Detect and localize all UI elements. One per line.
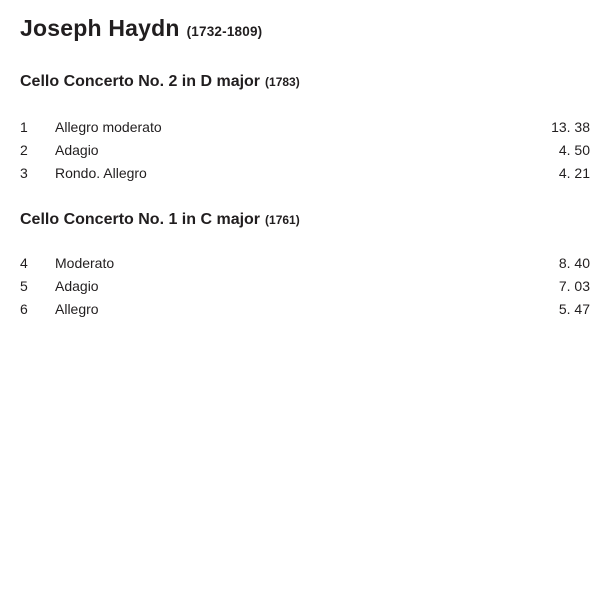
work-year: (1783) [265,75,300,89]
track-number: 6 [20,301,28,317]
track-row [20,139,590,162]
track-title: Moderato [55,255,115,271]
work-title: Cello Concerto No. 1 in C major [20,211,261,228]
track-duration: 7. 03 [558,278,590,294]
track-row [20,252,590,275]
composer-dates: (1732-1809) [186,24,263,39]
track-row [20,275,590,298]
track-row [20,162,590,185]
track-duration: 5. 47 [558,301,590,317]
track-number: 5 [20,278,28,294]
work-title: Cello Concerto No. 2 in D major [20,73,261,90]
tracklist [20,252,590,321]
track-number: 2 [20,142,28,158]
composer-name: Joseph Haydn [20,15,180,41]
track-title: Allegro moderato [55,119,162,135]
tracklist [20,116,590,185]
track-duration: 4. 50 [558,142,590,158]
track-duration: 4. 21 [558,165,590,181]
track-number: 3 [20,165,28,181]
track-row [20,298,590,321]
track-title: Adagio [55,278,99,294]
work-year: (1761) [265,213,300,227]
track-row [20,116,590,139]
track-title: Rondo. Allegro [55,165,147,181]
composer-heading [20,14,590,46]
work-heading [20,210,590,230]
track-duration: 8. 40 [558,255,590,271]
track-duration: 13. 38 [551,119,590,135]
track-title: Adagio [55,142,99,158]
track-number: 1 [20,119,28,135]
work-heading [20,72,590,92]
track-title: Allegro [55,301,99,317]
track-number: 4 [20,255,28,271]
